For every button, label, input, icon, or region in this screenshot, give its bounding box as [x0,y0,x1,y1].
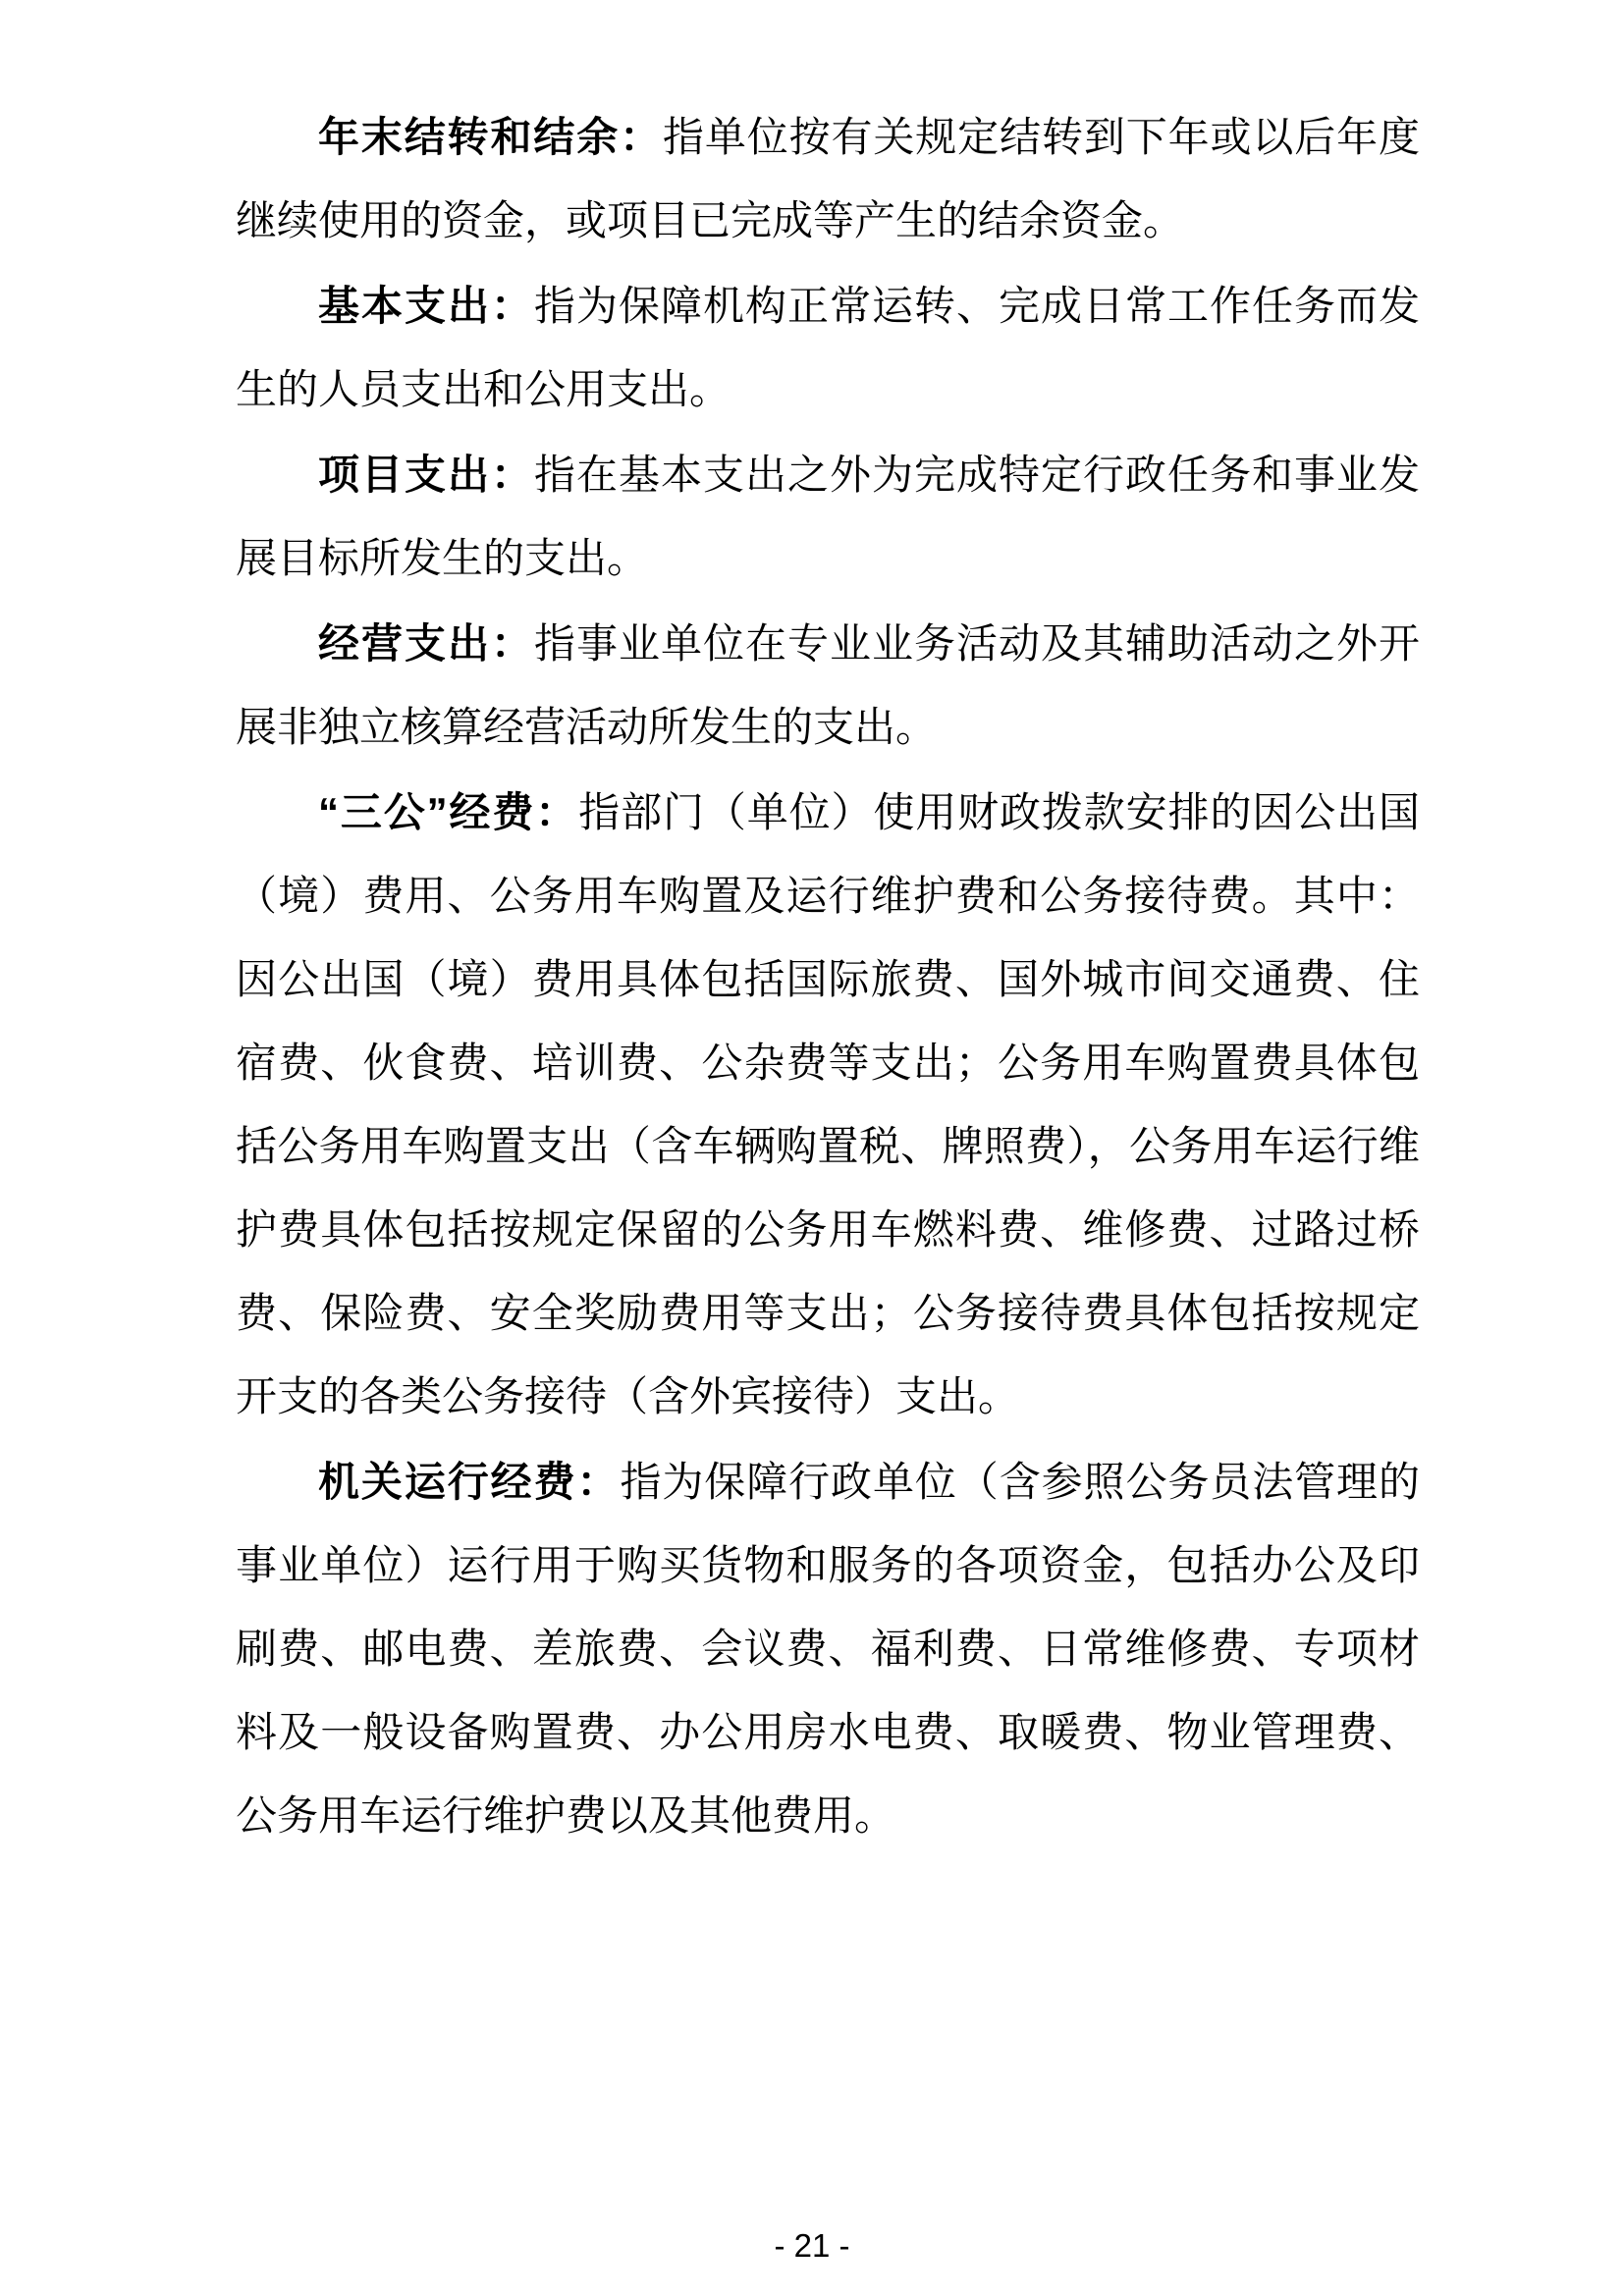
document-content [236,95,1420,1859]
term-year-end-carryover: 年末结转和结余： [318,114,664,160]
page-footer [0,2227,1624,2265]
term-project-expenditure: 项目支出： [318,452,534,498]
definition-year-end-carryover: 指单位按有关规定结转到下年或以后年度继续使用的资金，或项目已完成等产生的结余资金。 [236,116,1420,244]
paragraph-basic-expenditure [236,264,1420,433]
definition-agency-operating-funds: 指为保障行政单位（含参照公务员法管理的事业单位）运行用于购买货物和服务的各项资金，包括办公及印刷费、邮电费、差旅费、会议费、福利费、日常维修费、专项材料及一般设备购置费、办公用房水电费、取暖费、物业管理费、公务用车运行维护费以及其他费用。 [236,1461,1420,1840]
definition-basic-expenditure: 指为保障机构正常运转、完成日常工作任务而发生的人员支出和公用支出。 [236,285,1420,413]
definition-project-expenditure: 指在基本支出之外为完成特定行政任务和事业发展目标所发生的支出。 [236,454,1420,582]
term-agency-operating-funds: 机关运行经费： [318,1459,621,1505]
term-operating-expenditure: 经营支出： [318,620,534,667]
paragraph-operating-expenditure [236,602,1420,771]
definition-three-public-funds: 指部门（单位）使用财政拨款安排的因公出国（境）费用、公务用车购置及运行维护费和公务接待费。其中：因公出国（境）费用具体包括国际旅费、国外城市间交通费、住宿费、伙食费、培训费、公杂费等支出；公务用车购置费具体包括公务用车购置支出（含车辆购置税、牌照费），公务用车运行维护费具体包括按规定保留的公务用车燃料费、维修费、过路过桥费、保险费、安全奖励费用等支出；公务接待费具体包括按规定开支的各类公务接待（含外宾接待）支出。 [236,791,1420,1420]
term-three-public-funds: “三公”经费： [318,789,579,835]
paragraph-agency-operating-funds [236,1440,1420,1859]
paragraph-three-public-funds [236,771,1420,1440]
term-basic-expenditure: 基本支出： [318,283,534,329]
paragraph-project-expenditure [236,433,1420,602]
definition-operating-expenditure: 指事业单位在专业业务活动及其辅助活动之外开展非独立核算经营活动所发生的支出。 [236,622,1420,751]
page-number: - 21 - [774,2227,850,2264]
paragraph-year-end-carryover [236,95,1420,264]
